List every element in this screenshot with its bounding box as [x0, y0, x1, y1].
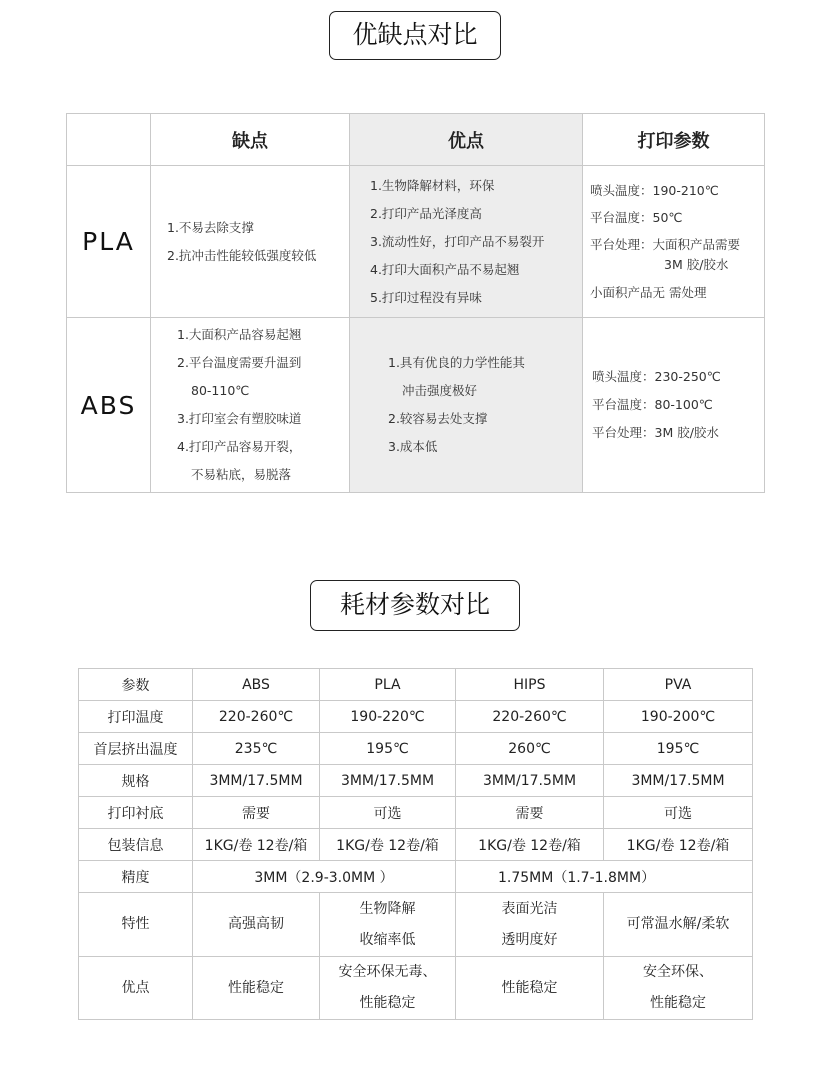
list-item: 1.大面积产品容易起翘: [177, 327, 302, 342]
list-item: 2.较容易去处支撑: [388, 411, 488, 426]
table-cell: 需要: [456, 797, 604, 829]
cons-list: [151, 166, 350, 318]
list-item: 5.打印过程没有异味: [370, 289, 482, 305]
cell-line: 安全环保无毒、: [338, 964, 437, 980]
list-item: 80-110℃: [191, 383, 250, 398]
table-cell: 1KG/卷 12卷/箱: [320, 829, 456, 861]
table-row: [79, 797, 753, 829]
list-item: 冲击强度极好: [402, 383, 478, 398]
header-cons: 缺点: [151, 114, 350, 166]
cell-line: 性能稳定: [650, 995, 706, 1011]
header-pros: 优点: [350, 114, 583, 166]
table-cell: 性能稳定: [193, 957, 320, 1020]
list-item: 不易粘底，易脱落: [191, 467, 292, 482]
table-cell: 235℃: [193, 733, 320, 765]
list-item: 3.流动性好，打印产品不易裂开: [370, 233, 545, 249]
row-label: 首层挤出温度: [79, 733, 193, 765]
table-cell: 3MM/17.5MM: [193, 765, 320, 797]
pros-list: [350, 166, 583, 318]
table-cell: 可常温水解/柔软: [604, 893, 753, 957]
table-row-features: [79, 893, 753, 957]
table-cell: [320, 957, 456, 1020]
list-item: 平台温度：80-100℃: [592, 397, 713, 412]
list-item: 4.打印大面积产品不易起翘: [370, 261, 520, 277]
table-row: [79, 829, 753, 861]
table-cell: 195℃: [320, 733, 456, 765]
list-item: 3.成本低: [388, 439, 438, 454]
list-item: 小面积产品无 需处理: [590, 285, 707, 300]
list-item: 喷头温度：230-250℃: [592, 369, 721, 384]
cell-line: 表面光洁: [501, 900, 558, 917]
table-cell: 260℃: [456, 733, 604, 765]
table-cell: 性能稳定: [456, 957, 604, 1020]
table-cell: 3MM/17.5MM: [456, 765, 604, 797]
cell-line: 收缩率低: [359, 931, 416, 948]
row-label: 打印温度: [79, 701, 193, 733]
table-cell: 高强高韧: [193, 893, 320, 957]
table-row: [79, 701, 753, 733]
table-cell: 1KG/卷 12卷/箱: [193, 829, 320, 861]
list-item: 1.具有优良的力学性能其: [388, 355, 525, 370]
section-title-pros-cons: 优缺点对比: [329, 11, 501, 60]
cell-line: 透明度好: [501, 931, 558, 948]
header-hips: HIPS: [456, 669, 604, 701]
header-params: 打印参数: [583, 114, 765, 166]
table-cell: 1KG/卷 12卷/箱: [604, 829, 753, 861]
list-item: 平台处理：3M 胶/胶水: [592, 425, 719, 440]
params-list: [583, 166, 765, 318]
row-label: 精度: [79, 861, 193, 893]
table-cell: 可选: [320, 797, 456, 829]
material-name: ABS: [67, 318, 151, 493]
table-header-row: [79, 669, 753, 701]
list-item: 3M 胶/胶水: [664, 257, 729, 272]
pros-list: [350, 318, 583, 493]
table-row: [79, 733, 753, 765]
table-header-row: [67, 114, 765, 166]
table-cell: [456, 893, 604, 957]
header-param: 参数: [79, 669, 193, 701]
material-params-table: [78, 668, 753, 1020]
section-title-material-params: 耗材参数对比: [310, 580, 520, 631]
header-pva: PVA: [604, 669, 753, 701]
table-row-precision: [79, 861, 753, 893]
table-row: [79, 765, 753, 797]
cell-line: 性能稳定: [359, 995, 416, 1011]
row-label: 包装信息: [79, 829, 193, 861]
table-cell: 需要: [193, 797, 320, 829]
header-blank: [67, 114, 151, 166]
table-row-abs: [67, 318, 765, 493]
row-label: 规格: [79, 765, 193, 797]
table-cell: 195℃: [604, 733, 753, 765]
table-cell: 220-260℃: [456, 701, 604, 733]
list-item: 4.打印产品容易开裂，: [177, 439, 302, 454]
list-item: 喷头温度：190-210℃: [590, 183, 719, 198]
params-list: [583, 318, 765, 493]
list-item: 平台处理：大面积产品需要: [590, 237, 741, 252]
table-cell: [320, 893, 456, 957]
table-cell: 1KG/卷 12卷/箱: [456, 829, 604, 861]
list-item: 2.抗冲击性能较低强度较低: [167, 247, 317, 263]
cell-line: 安全环保、: [643, 964, 713, 980]
material-name: PLA: [67, 166, 151, 318]
header-pla: PLA: [320, 669, 456, 701]
table-cell: 3MM/17.5MM: [604, 765, 753, 797]
table-cell: 可选: [604, 797, 753, 829]
table-cell: 220-260℃: [193, 701, 320, 733]
row-label: 优点: [79, 957, 193, 1020]
list-item: 平台温度：50℃: [590, 210, 683, 225]
table-cell: 190-220℃: [320, 701, 456, 733]
table-cell: [604, 957, 753, 1020]
list-item: 1.生物降解材料，环保: [370, 177, 495, 193]
pros-cons-table: [66, 113, 765, 493]
list-item: 1.不易去除支撑: [167, 219, 254, 235]
table-cell: 1.75MM（1.7-1.8MM）: [456, 861, 753, 893]
list-item: 2.打印产品光泽度高: [370, 205, 482, 221]
row-label: 特性: [79, 893, 193, 957]
cell-line: 生物降解: [359, 900, 416, 917]
row-label: 打印衬底: [79, 797, 193, 829]
list-item: 3.打印室会有塑胶味道: [177, 411, 302, 426]
table-row-advantages: [79, 957, 753, 1020]
list-item: 2.平台温度需要升温到: [177, 355, 302, 370]
table-cell: 3MM/17.5MM: [320, 765, 456, 797]
table-cell: 3MM（2.9-3.0MM ）: [193, 861, 456, 893]
table-cell: 190-200℃: [604, 701, 753, 733]
table-row-pla: [67, 166, 765, 318]
header-abs: ABS: [193, 669, 320, 701]
cons-list: [151, 318, 350, 493]
